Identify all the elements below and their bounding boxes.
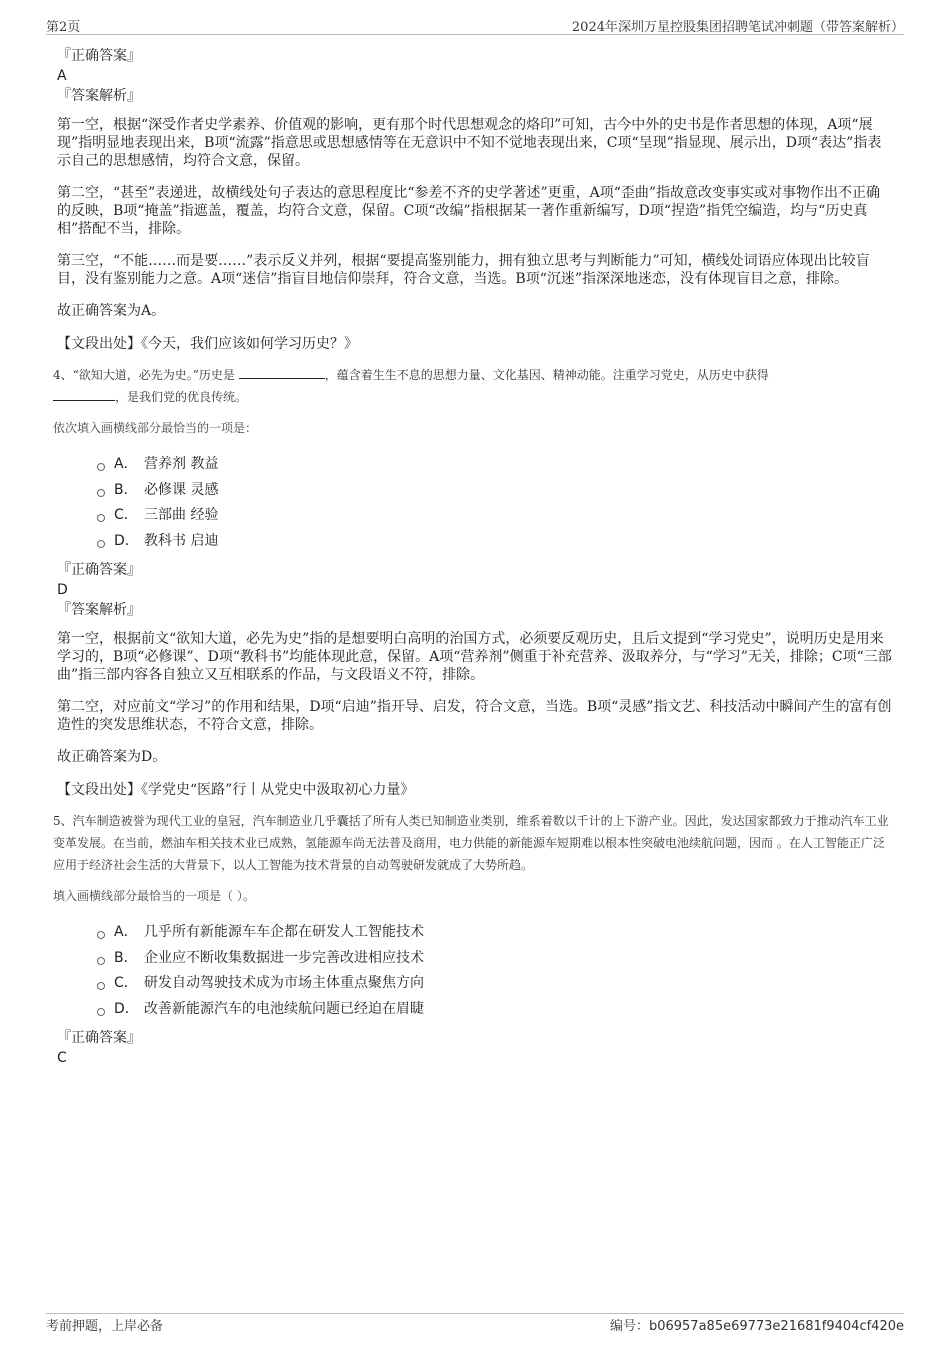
analysis-label: 『答案解析』 [57, 88, 141, 104]
page-header [46, 14, 904, 35]
option-list [97, 920, 893, 1022]
analysis-paragraph: 第二空，“甚至”表递进，故横线处句子表达的意思程度比“参差不齐的史学著述”更重，A项“歪曲”指故意改变事实或对事物作出不正确的反映，B项“掩盖”指遮盖，覆盖，均符合文意，保留。C项“改编”指根据某一著作重新编写，D项“捏造”指凭空编造，均与“历史真相”搭配不当，排除。 [57, 185, 881, 237]
option-b[interactable]: B． 企业应不断收集数据进一步完善改进相应技术 [97, 946, 893, 972]
document-title: 2024年深圳万星控股集团招聘笔试冲刺题（带答案解析） [571, 20, 904, 35]
radio-icon[interactable] [97, 489, 105, 497]
answer-value: D [57, 582, 68, 598]
analysis-paragraph: 第一空，根据前文“欲知大道，必先为史”指的是想要明白高明的治国方式，必须要反观历史，且后文提到“学习党史”，说明历史是用来学习的，B项“必修课”、D项“教科书”均能体现此意，保留。A项“营养剂”侧重于补充营养、汲取养分，与“学习”无关，排除；C项“三部曲”指三部内容各自独立又互相联系的作品，与文段语义不符，排除。 [57, 631, 892, 683]
radio-icon[interactable] [97, 540, 105, 548]
analysis-paragraph: 第一空，根据“深受作者史学素养、价值观的影响，更有那个时代思想观念的烙印”可知，古今中外的史书是作者思想的体现，A项“展现”指明显地表现出来，B项“流露”指意思或思想感情等在无意识中不知不觉地表现出来，C项“呈现”指显现、展示出，D项“表达”指表示自己的思想感情，均符合文意，保留。 [57, 117, 882, 169]
option-a[interactable]: A． 几乎所有新能源车车企都在研发人工智能技术 [97, 920, 893, 946]
answer-label: 『正确答案』 [57, 48, 141, 64]
option-c[interactable]: C． 研发自动驾驶技术成为市场主体重点聚焦方向 [97, 971, 893, 997]
answer-value: C [57, 1050, 67, 1066]
answer-value: A [57, 68, 67, 84]
analysis-label: 『答案解析』 [57, 602, 141, 618]
answer-label: 『正确答案』 [57, 562, 141, 578]
question-instruction: 填入画横线部分最恰当的一项是（ ）。 [53, 889, 255, 903]
fill-blank [53, 386, 115, 401]
option-c[interactable]: C． 三部曲 经验 [97, 503, 893, 529]
analysis-paragraph: 第二空，对应前文“学习”的作用和结果，D项“启迪”指开导、启发，符合文意，当选。B项“灵感”指文艺、科技活动中瞬间产生的富有创造性的突发思维状态，不符合文意，排除。 [57, 699, 892, 733]
option-d[interactable]: D． 教科书 启迪 [97, 529, 893, 555]
option-d[interactable]: D． 改善新能源汽车的电池续航问题已经迫在眉睫 [97, 997, 893, 1023]
document-code: 编号：b06957a85e69773e21681f9404cf420e [609, 1319, 904, 1334]
source-citation: 【文段出处】《学党史“医路”行丨从党史中汲取初心力量》 [57, 782, 415, 798]
fill-blank [239, 364, 325, 379]
radio-icon[interactable] [97, 931, 105, 939]
option-a[interactable]: A． 营养剂 教益 [97, 452, 893, 478]
analysis-paragraph: 第三空，“不能……而是要……”表示反义并列，根据“要提高鉴别能力，拥有独立思考与判断能力”可知，横线处词语应体现出比较盲目，没有鉴别能力之意。A项“迷信”指盲目地信仰崇拜，符合文意，当选。B项“沉迷”指深深地迷恋，没有体现盲目之意，排除。 [57, 253, 870, 287]
analysis-conclusion: 故正确答案为D。 [57, 749, 167, 765]
page-number: 第2页 [46, 20, 81, 35]
question-stem: 4、“欲知大道，必先为史。”历史是 ，蕴含着生生不息的思想力量、文化基因、精神动能。注重学习党史，从历史中获得 ，是我们党的优良传统。 [53, 364, 893, 408]
option-b[interactable]: B． 必修课 灵感 [97, 478, 893, 504]
radio-icon[interactable] [97, 982, 105, 990]
option-list [97, 452, 893, 554]
analysis-conclusion: 故正确答案为A。 [57, 303, 166, 319]
radio-icon[interactable] [97, 514, 105, 522]
footer-slogan: 考前押题，上岸必备 [46, 1319, 164, 1334]
radio-icon[interactable] [97, 1008, 105, 1016]
page-footer [46, 1313, 904, 1334]
radio-icon[interactable] [97, 463, 105, 471]
question-stem: 5、汽车制造被誉为现代工业的皇冠，汽车制造业几乎囊括了所有人类已知制造业类别，维系着数以千计的上下游产业。因此，发达国家都致力于推动汽车工业变革发展。在当前，燃油车相关技术业已成熟，氢能源车尚无法普及商用，电力供能的新能源车短期难以根本性突破电池续航问题，因而 。在人工智能正广泛应用于经济社会生活的大背景下，以人工智能为技术背景的自动驾驶研发就成了大势所趋。 [53, 814, 889, 872]
radio-icon[interactable] [97, 957, 105, 965]
question-instruction: 依次填入画横线部分最恰当的一项是： [53, 421, 258, 435]
page-content [53, 46, 893, 1068]
answer-label: 『正确答案』 [57, 1030, 141, 1046]
source-citation: 【文段出处】《今天，我们应该如何学习历史？》 [57, 336, 358, 352]
